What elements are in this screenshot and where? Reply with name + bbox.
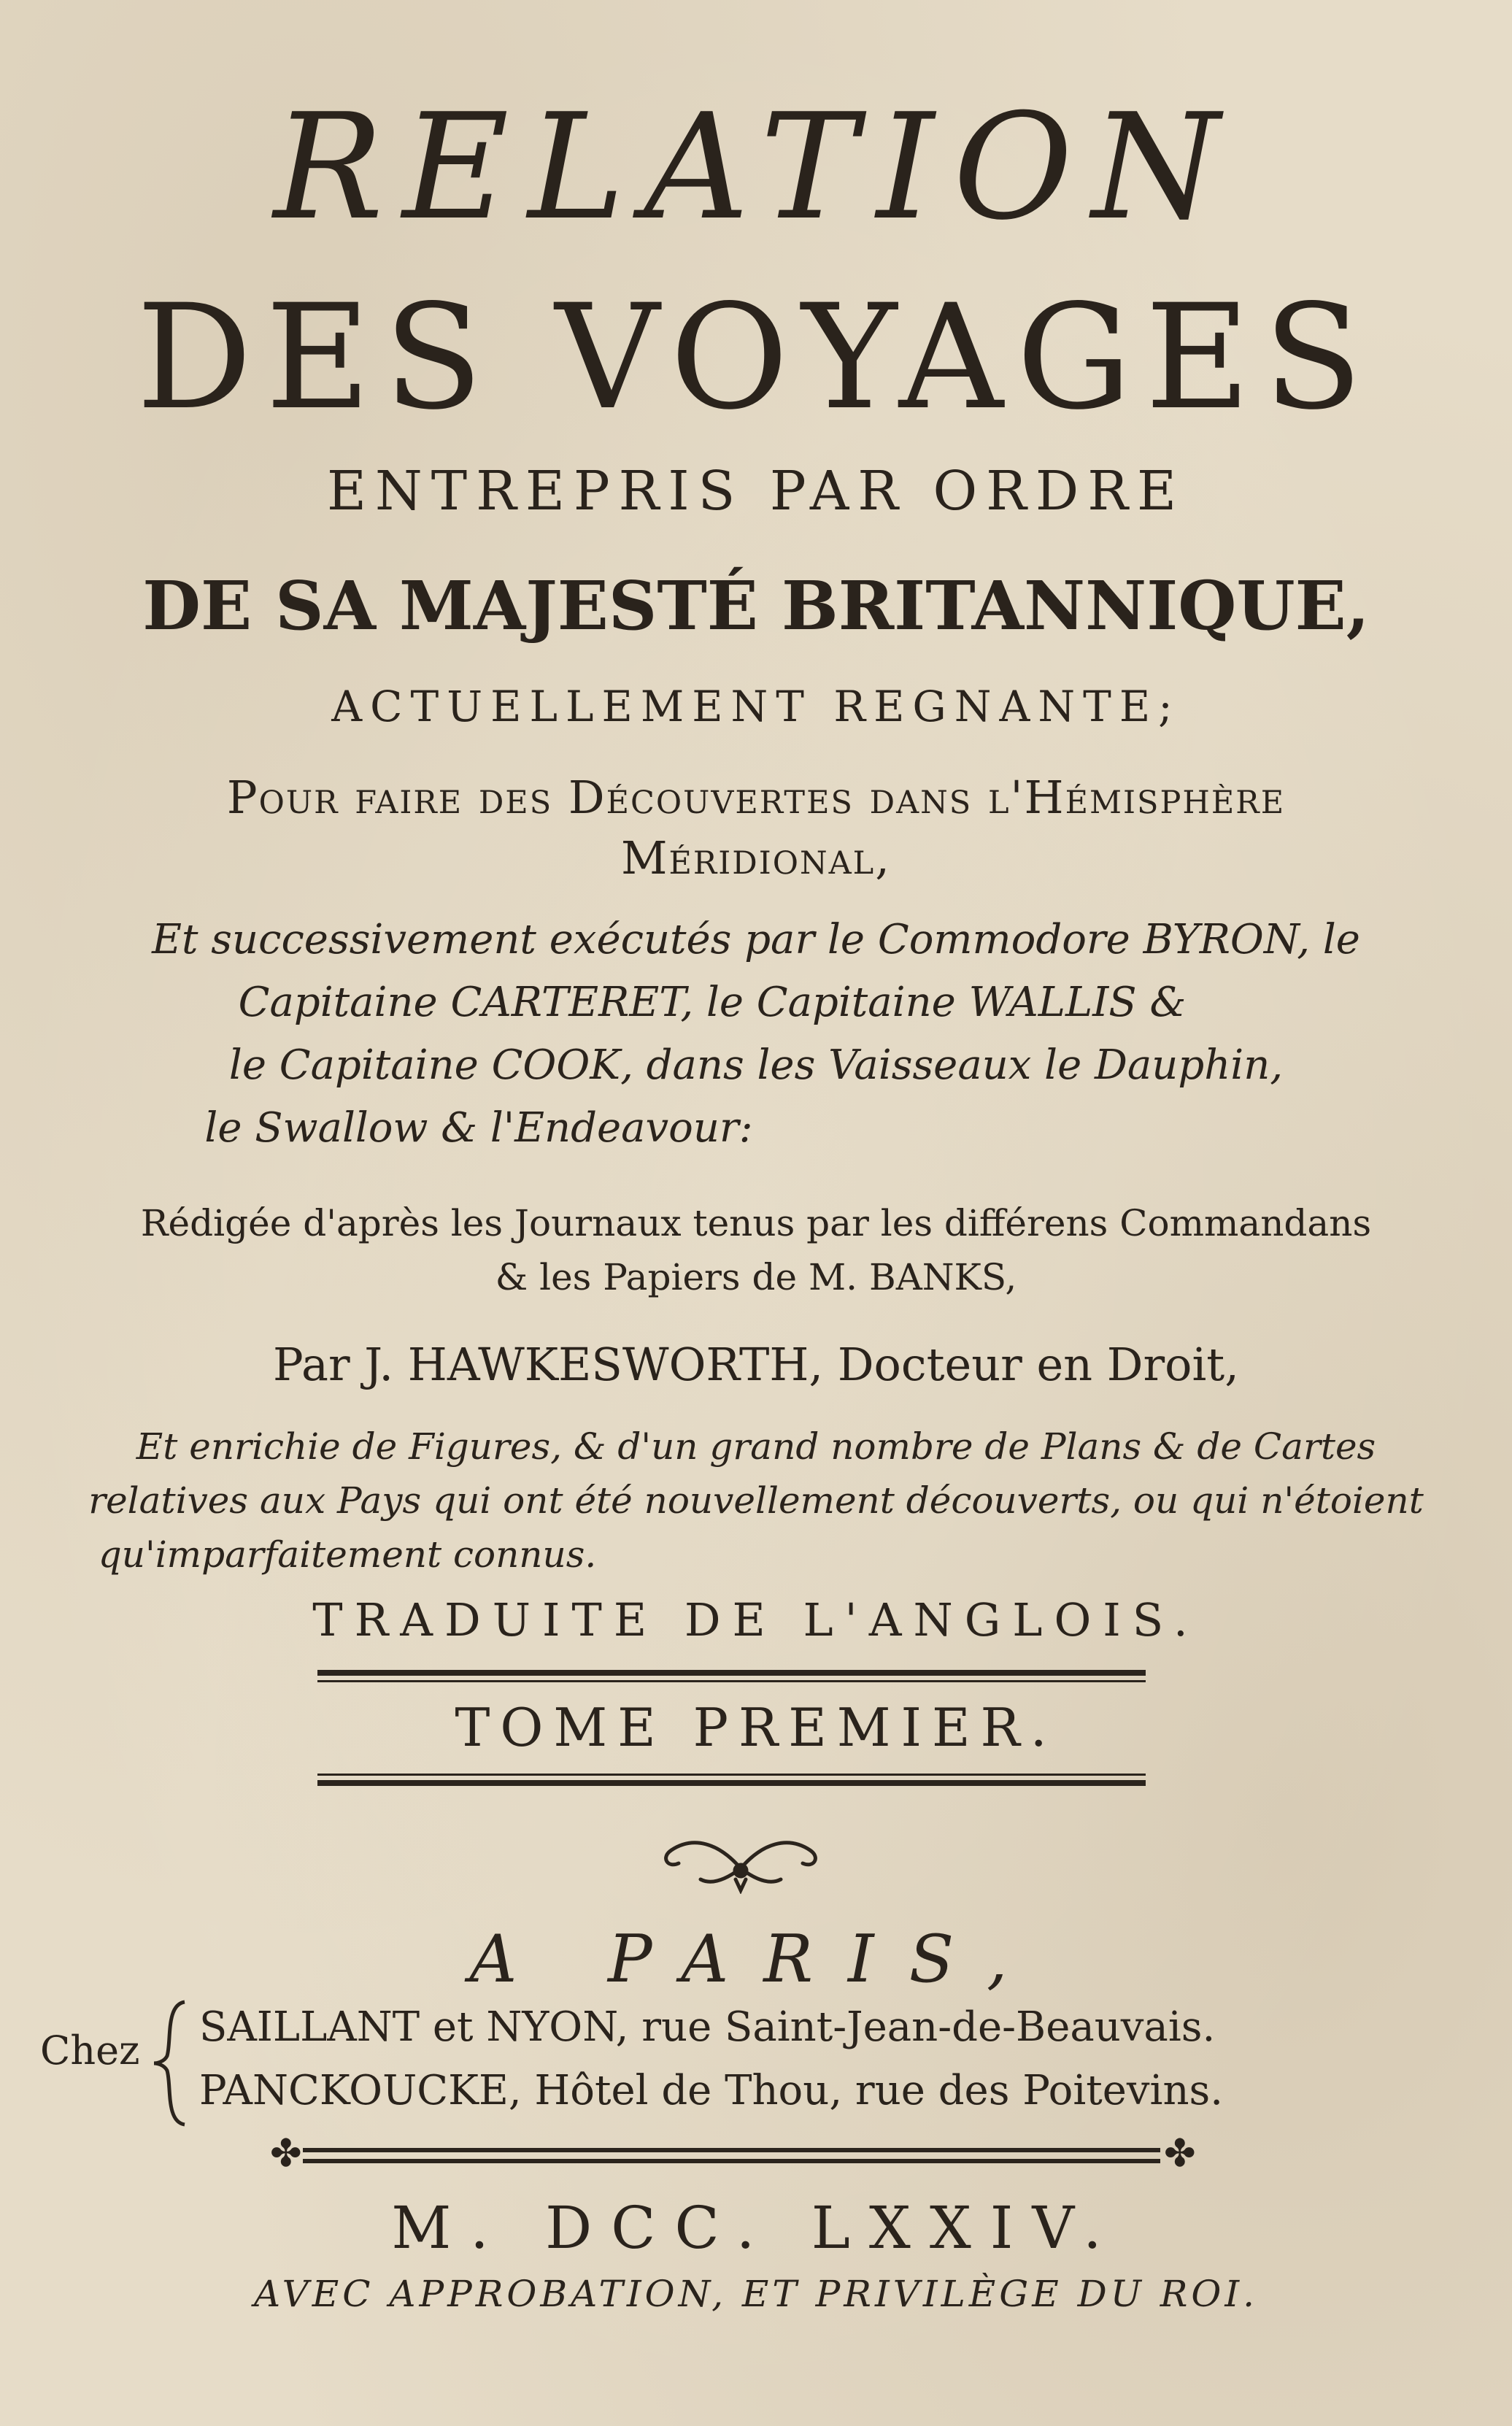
subtitle-majeste: DE SA MAJESTÉ BRITANNIQUE, bbox=[142, 566, 1370, 645]
ornament-left-icon: ✤ bbox=[270, 2132, 302, 2176]
title-relation: RELATION bbox=[273, 82, 1239, 253]
author-line: Par J. HAWKESWORTH, Docteur en Droit, bbox=[273, 1338, 1239, 1391]
rule-bottom-thin bbox=[317, 1774, 1146, 1776]
publisher-2: PANCKOUCKE, Hôtel de Thou, rue des Poitevins. bbox=[199, 2067, 1224, 2114]
rule-bottom-thick bbox=[317, 1780, 1146, 1786]
tome-line: TOME PREMIER. bbox=[455, 1697, 1057, 1758]
ornament-fleuron bbox=[649, 1828, 832, 1894]
title-des-voyages: DES VOYAGES bbox=[136, 273, 1376, 442]
enrichie-line-3: qu'imparfaitement connus. bbox=[98, 1533, 597, 1576]
rule-top-thick bbox=[317, 1670, 1146, 1676]
chez-label: Chez bbox=[40, 2028, 140, 2073]
rule-ornamental-1 bbox=[303, 2148, 1160, 2152]
enrichie-line-1: Et enrichie de Figures, & d'un grand nombre de Plans & de Cartes bbox=[136, 1425, 1376, 1468]
publishers-block bbox=[40, 1989, 1470, 2135]
purpose-line-1: Pour faire des Découvertes dans l'Hémisphère bbox=[226, 771, 1286, 824]
ornament-right-icon: ✤ bbox=[1164, 2132, 1196, 2176]
redigee-line-1: Rédigée d'après les Journaux tenus par les différens Commandans bbox=[140, 1202, 1372, 1244]
brace-icon bbox=[150, 1998, 193, 2129]
approbation-line: AVEC APPROBATION, ET PRIVILÈGE DU ROI. bbox=[253, 2273, 1259, 2315]
executes-line-2: Capitaine CARTERET, le Capitaine WALLIS & bbox=[238, 979, 1187, 1026]
place-line: A PARIS, bbox=[469, 1921, 1043, 1998]
executes-line-1: Et successivement exécutés par le Commodore BYRON, le bbox=[152, 916, 1360, 963]
rule-top-thin bbox=[317, 1680, 1146, 1682]
purpose-line-2: Méridional, bbox=[621, 831, 891, 885]
publisher-1: SAILLANT et NYON, rue Saint-Jean-de-Beauvais. bbox=[199, 2003, 1216, 2051]
rule-ornamental-2 bbox=[303, 2159, 1160, 2163]
traduite-line: TRADUITE DE L'ANGLOIS. bbox=[312, 1593, 1200, 1647]
subtitle-entrepris: ENTREPRIS PAR ORDRE bbox=[327, 460, 1185, 523]
redigee-line-2: & les Papiers de M. BANKS, bbox=[495, 1256, 1017, 1298]
executes-line-4: le Swallow & l'Endeavour: bbox=[204, 1104, 753, 1152]
subtitle-regnante: ACTUELLEMENT REGNANTE; bbox=[331, 682, 1181, 731]
executes-line-3: le Capitaine COOK, dans les Vaisseaux le Dauphin, bbox=[228, 1041, 1284, 1089]
enrichie-line-2: relatives aux Pays qui ont été nouvellement découverts, ou qui n'étoient bbox=[88, 1479, 1424, 1522]
year-line: M. DCC. LXXIV. bbox=[391, 2194, 1121, 2262]
